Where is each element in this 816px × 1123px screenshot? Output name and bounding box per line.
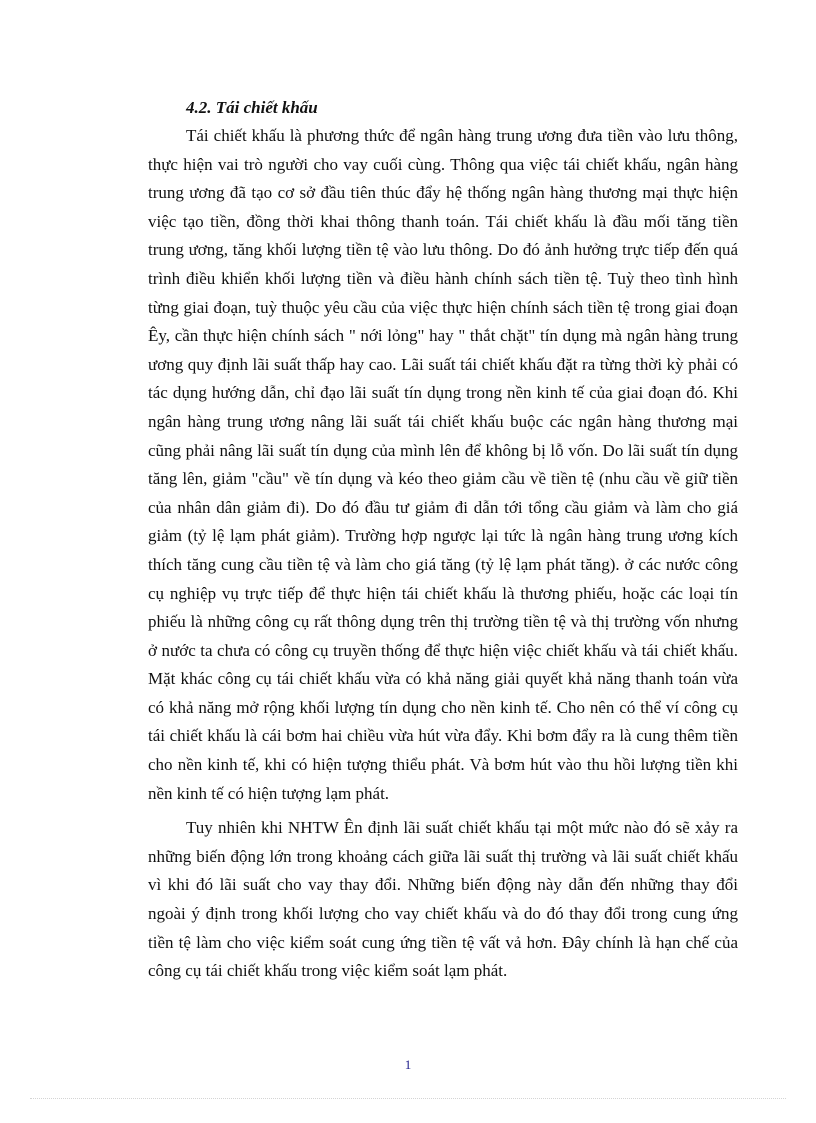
section-heading: 4.2. Tái chiết khấu <box>186 98 318 117</box>
footer-divider <box>30 1098 786 1099</box>
document-body <box>148 96 738 986</box>
paragraph-rediscount-mechanism: Tái chiết khấu là phương thức để ngân hàng trung ương đưa tiền vào lưu thông, thực hiện vai trò người cho vay cuối cùng. Thông qua việc tái chiết khấu, ngân hàng trung ương đã tạo cơ sở đầu tiên thúc đẩy hệ thống ngân hàng thương mại thực hiện việc tạo tiền, đồng thời khai thông thanh toán. Tái chiết khấu là đầu mối tăng tiền trung ương, tăng khối lượng tiền tệ vào lưu thông. Do đó ảnh hưởng trực tiếp đến quá trình điều khiển khối lượng tiền và điều hành chính sách tiền tệ. Tuỳ theo tình hình từng giai đoạn, tuỳ thuộc yêu cầu của việc thực hiện chính sách tiền tệ trong giai đoạn Êy, cần thực hiện chính sách " nới lỏng" hay " thắt chặt" tín dụng mà ngân hàng trung ương quy định lãi suất thấp hay cao. Lãi suất tái chiết khấu đặt ra từng thời kỳ phải có tác dụng hướng dẫn, chỉ đạo lãi suất tín dụng trong nền kinh tế của giai đoạn đó. Khi ngân hàng trung ương nâng lãi suất tái chiết khấu buộc các ngân hàng thương mại cũng phải nâng lãi suất tín dụng của mình lên để không bị lỗ vốn. Do lãi suất tín dụng tăng lên, giảm "cầu" về tín dụng và kéo theo giảm cầu về tiền tệ (nhu cầu về giữ tiền của nhân dân giảm đi). Do đó đầu tư giảm đi dẫn tới tổng cầu giảm và làm cho giá giảm (tỷ lệ lạm phát giảm). Trường hợp ngược lại tức là ngân hàng trung ương kích thích tăng cung cầu tiền tệ và làm cho giá tăng (tỷ lệ lạm phát tăng). ở các nước công cụ nghiệp vụ trực tiếp để thực hiện tái chiết khấu là thương phiếu, hoặc các loại tín phiếu là những công cụ rất thông dụng trên thị trường tiền tệ và thị trường vốn nhưng ở nước ta chưa có công cụ truyền thống để thực hiện việc chiết khấu và tái chiết khấu. Mặt khác công cụ tái chiết khấu vừa có khả năng giải quyết khả năng thanh toán vừa có khả năng mở rộng khối lượng tín dụng cho nền kinh tế. Cho nên có thể ví công cụ tái chiết khấu là cái bơm hai chiều vừa hút vừa đẩy. Khi bơm đẩy ra là cung thêm tiền cho nền kinh tế, khi có hiện tượng thiểu phát. Và bơm hút vào thu hồi lượng tiền khi nền kinh tế có hiện tượng lạm phát. <box>148 126 738 803</box>
page-number: 1 <box>404 1057 412 1072</box>
paragraph-rediscount-limitation: Tuy nhiên khi NHTW Ên định lãi suất chiết khấu tại một mức nào đó sẽ xảy ra những biến động lớn trong khoảng cách giữa lãi suất thị trường và lãi suất chiết khấu vì khi đó lãi suất cho vay thay đổi. Những biến động này dẫn đến những thay đổi ngoài ý định trong khối lượng cho vay chiết khấu và do đó thay đổi trong cung ứng tiền tệ làm cho việc kiểm soát cung ứng tiền tệ vất vả hơn. Đây chính là hạn chế của công cụ tái chiết khấu trong việc kiểm soát lạm phát. <box>148 818 738 981</box>
